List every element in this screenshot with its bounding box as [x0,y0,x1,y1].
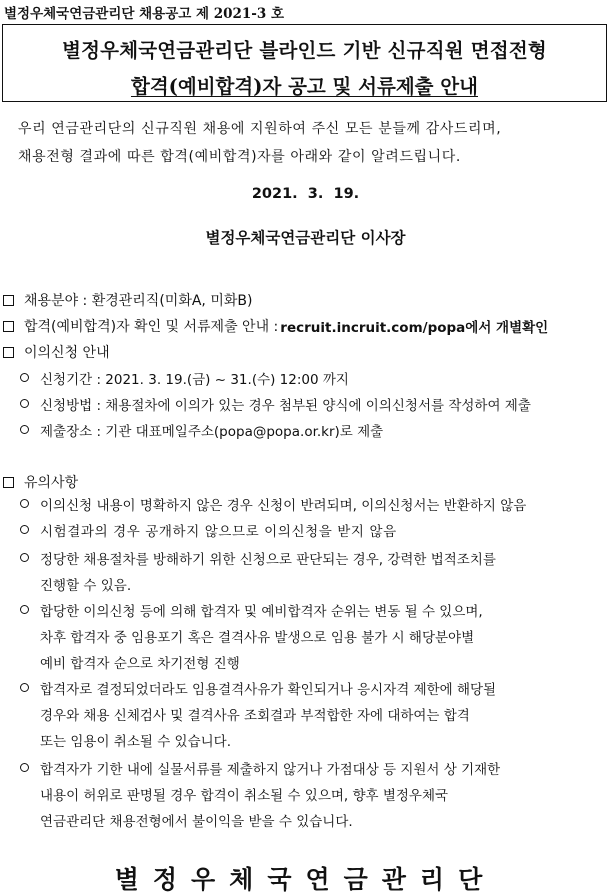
objection-title: 이의신청 안내 [24,345,110,361]
note-item [40,548,606,600]
objection-item [40,368,349,388]
field-text: 채용분야 : 환경관리직(미화A, 미화B) [24,293,253,309]
title-line-2 [3,71,606,99]
circle-bullet-icon [20,683,29,692]
note-item [40,758,606,836]
note-item [40,494,606,520]
note-line: 연금관리단 채용전형에서 불이익을 받을 수 있습니다. [40,814,353,830]
note-line: 내용이 허위로 판명될 경우 합격이 취소될 수 있으며, 향후 별정우체국 [40,788,449,804]
note-item [40,520,606,546]
notice-number: 별정우체국연금관리단 채용공고 제 2021-3 호 [4,6,285,22]
square-bullet-icon [3,321,14,332]
circle-bullet-icon [20,763,29,772]
intro-line-1: 우리 연금관리단의 신규직원 채용에 지원하여 주신 모든 분들께 감사드리며, [18,121,502,137]
note-line: 경우와 채용 신체검사 및 결격사유 조회결과 부적합한 자에 대하여는 합격 [40,708,470,724]
note-line: 진행할 수 있음. [40,578,132,594]
objection-item-text: 신청기간 : 2021. 3. 19.(금) ~ 31.(수) 12:00 까지 [40,372,349,388]
notes-title: 유의사항 [24,475,79,491]
note-line: 또는 임용이 취소될 수 있습니다. [40,734,231,750]
intro-line-2: 채용전형 결과에 따른 합격(예비합격)자를 아래와 같이 알려드립니다. [18,149,461,165]
announcement-date: 2021. 3. 19. [251,186,360,202]
section-notes [0,472,78,492]
note-line: 이의신청 내용이 명확하지 않은 경우 신청이 반려되며, 이의신청서는 반환하지 않음 [40,498,527,514]
square-bullet-icon [3,347,14,358]
circle-bullet-icon [20,525,29,534]
note-line: 합격자가 기한 내에 실물서류를 제출하지 않거나 가점대상 등 지원서 상 기재한 [40,762,501,778]
objection-item [40,394,531,414]
objection-item-text: 신청방법 : 채용절차에 이의가 있는 경우 첨부된 양식에 이의신청서를 작성하여 제출 [40,398,531,414]
circle-bullet-icon [20,553,29,562]
title-box [2,24,607,102]
note-item [40,600,606,678]
note-line: 정당한 채용절차를 방해하기 위한 신청으로 판단되는 경우, 강력한 법적조치를 [40,552,496,568]
objection-item-text: 제출장소 : 기관 대표메일주소(popa@popa.or.kr)로 제출 [40,424,384,440]
section-check [0,316,548,336]
circle-bullet-icon [20,399,29,408]
circle-bullet-icon [20,373,29,382]
section-objection [0,342,110,362]
note-line: 합격자로 결정되었더라도 임용결격사유가 확인되거나 응시자격 제한에 해당될 [40,682,497,698]
check-text: 합격(예비합격)자 확인 및 서류제출 안내 : [24,319,279,335]
note-item [40,678,606,756]
circle-bullet-icon [20,499,29,508]
check-link[interactable]: recruit.incruit.com/popa에서 개별확인 [280,320,549,336]
note-line: 차후 합격자 중 임용포기 혹은 결격사유 발생으로 임용 불가 시 해당분야별 [40,630,475,646]
section-field [0,290,252,310]
title-line-1: 별정우체국연금관리단 블라인드 기반 신규직원 면접전형 [62,39,547,62]
note-line: 예비 합격자 순으로 차기전형 진행 [40,656,240,672]
square-bullet-icon [3,295,14,306]
square-bullet-icon [3,477,14,488]
title-line-2-text: 합격(예비합격)자 공고 및 서류제출 안내 [130,75,478,98]
objection-item [40,420,383,440]
note-line: 합당한 이의신청 등에 의해 합격자 및 예비합격자 순위는 변동 될 수 있으며, [40,604,483,620]
chairman-signature: 별정우체국연금관리단 이사장 [205,229,406,247]
footer-organization: 별정우체국연금관리단 [114,865,497,894]
circle-bullet-icon [20,425,29,434]
circle-bullet-icon [20,605,29,614]
note-line: 시험결과의 경우 공개하지 않으므로 이의신청을 받지 않음 [40,524,397,540]
